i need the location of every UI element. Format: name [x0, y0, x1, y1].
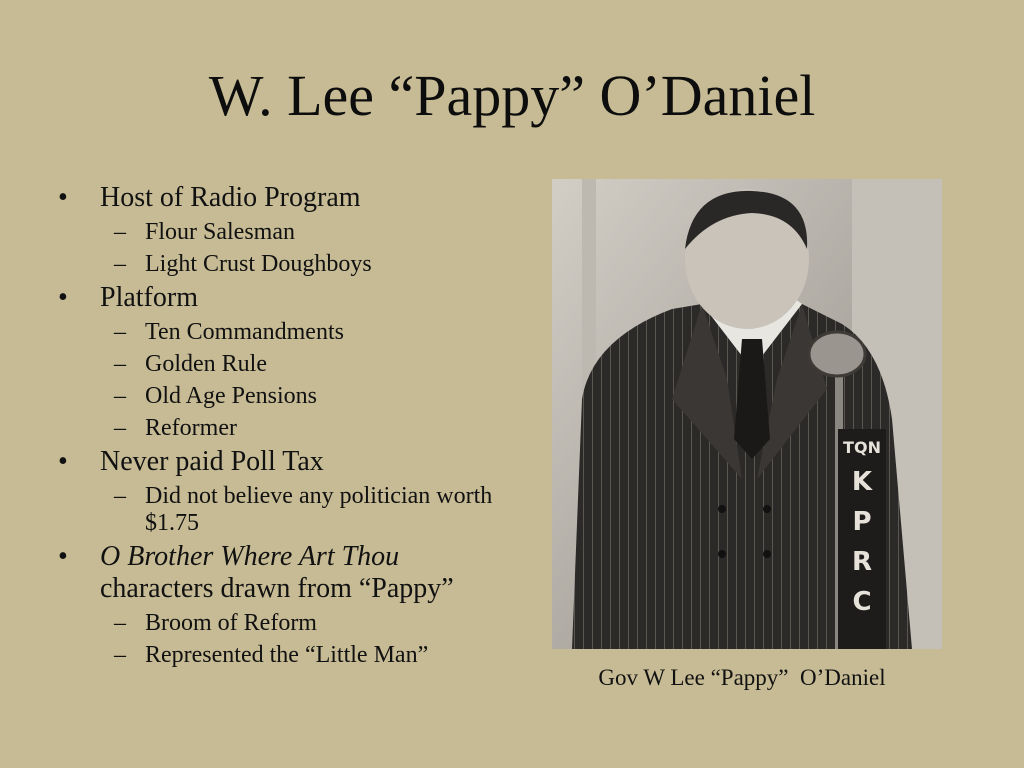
sub-bullet-item — [100, 642, 548, 669]
bullet-text: Never paid Poll Tax — [100, 446, 324, 477]
dash-mark: – — [114, 251, 126, 277]
sub-bullet-item — [100, 351, 548, 378]
banner-text-line: R — [851, 547, 873, 577]
banner-text-line: TQN — [843, 438, 881, 457]
film-title-text: O Brother Where Art Thou — [100, 541, 400, 572]
sub-bullet-text: Did not believe any politician worth $1.75 — [145, 483, 493, 536]
bullet-list — [58, 178, 548, 669]
sub-bullet-item — [100, 251, 548, 278]
sub-bullet-item — [100, 383, 548, 410]
sub-bullet-item — [100, 219, 548, 246]
sub-bullet-item — [100, 319, 548, 346]
microphone-head — [809, 332, 865, 376]
dash-mark: – — [114, 351, 126, 377]
bullet-text: Host of Radio Program — [100, 182, 361, 213]
sub-bullet-text: Old Age Pensions — [145, 383, 318, 409]
sub-bullet-text: Light Crust Doughboys — [145, 251, 372, 277]
bullet-item — [58, 446, 548, 537]
sub-bullet-text: Flour Salesman — [145, 219, 295, 245]
bullet-text: Platform — [100, 282, 198, 313]
slide-title: W. Lee “Pappy” O’Daniel — [208, 63, 816, 128]
dash-mark: – — [114, 383, 126, 409]
sub-bullet-text: Represented the “Little Man” — [145, 642, 429, 668]
banner-text-line: P — [852, 507, 872, 537]
bullet-item — [58, 541, 548, 669]
dash-mark: – — [114, 610, 126, 636]
bullet-mark: • — [58, 182, 68, 213]
dash-mark: – — [114, 219, 126, 245]
jacket-button — [718, 505, 726, 513]
dash-mark: – — [114, 415, 126, 441]
sub-bullet-list — [100, 610, 548, 669]
sub-bullet-text: Ten Commandments — [145, 319, 344, 345]
banner-text-line: C — [852, 587, 872, 617]
sub-bullet-text: Reformer — [145, 415, 237, 441]
portrait-photo — [552, 179, 942, 649]
sub-bullet-list — [100, 319, 548, 442]
dash-mark: – — [114, 483, 126, 509]
sub-bullet-item — [100, 483, 548, 537]
bullet-mark: • — [58, 282, 68, 313]
sub-bullet-item — [100, 610, 548, 637]
sub-bullet-item — [100, 415, 548, 442]
dash-mark: – — [114, 642, 126, 668]
microphone-banner — [838, 434, 886, 622]
banner-text-line: K — [851, 467, 873, 497]
sub-bullet-text: Golden Rule — [145, 351, 267, 377]
sub-bullet-list — [100, 483, 548, 537]
jacket-button — [763, 550, 771, 558]
sub-bullet-text: Broom of Reform — [145, 610, 317, 636]
bullet-mark: • — [58, 446, 68, 477]
photo-caption: Gov W Lee “Pappy” O’Daniel — [598, 665, 886, 690]
sub-bullet-list — [100, 219, 548, 278]
bullet-item — [58, 282, 548, 442]
dash-mark: – — [114, 319, 126, 345]
bullet-text: characters drawn from “Pappy” — [100, 573, 454, 604]
bullet-mark: • — [58, 541, 68, 572]
bullet-item — [58, 182, 548, 278]
jacket-button — [763, 505, 771, 513]
jacket-button — [718, 550, 726, 558]
